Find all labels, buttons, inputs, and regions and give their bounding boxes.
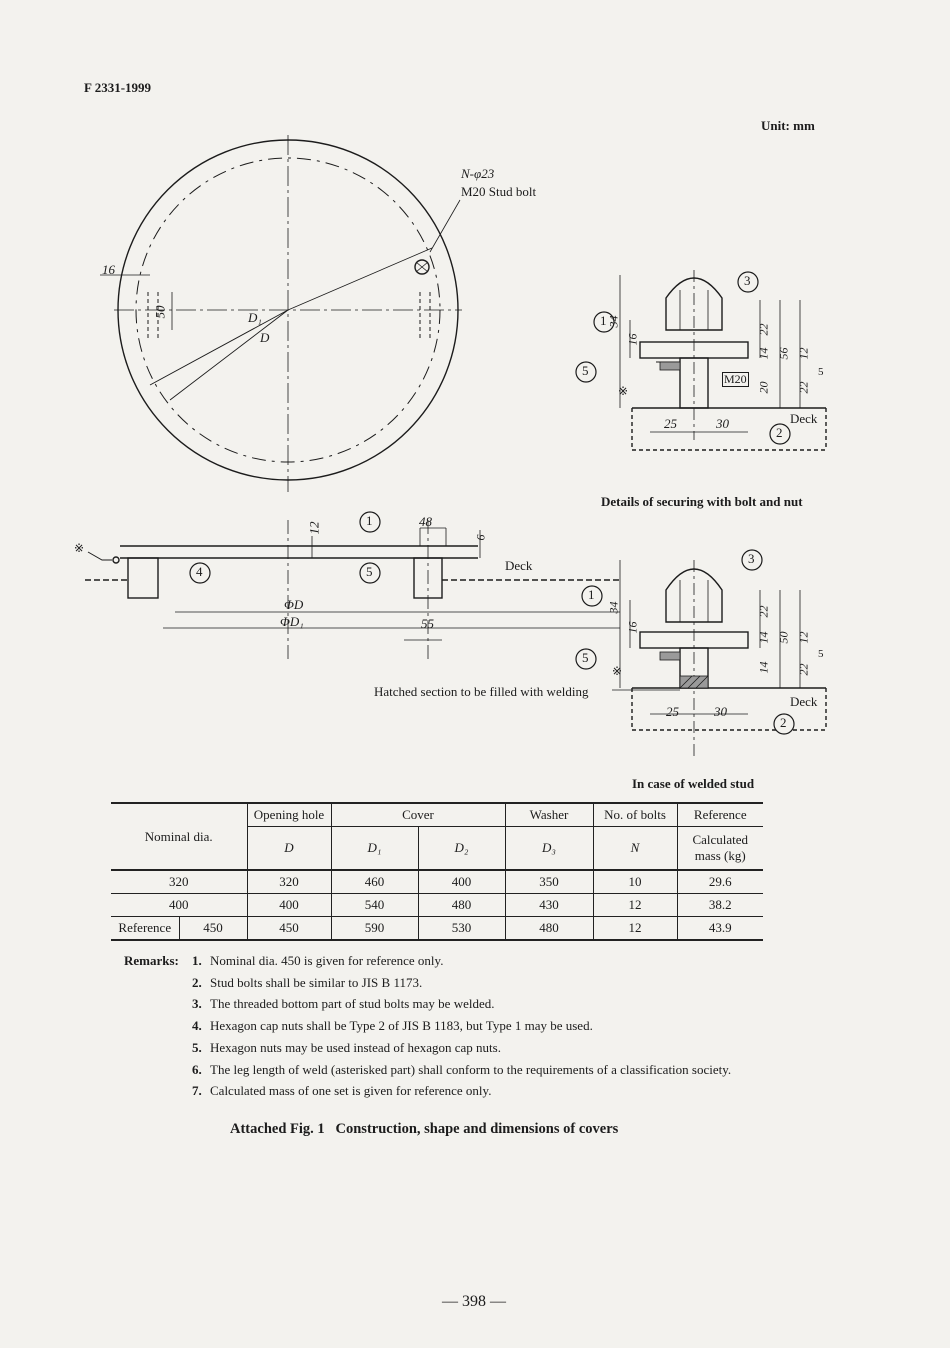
table-row: 320 320 460 400 350 10 29.6: [111, 870, 763, 894]
weld-mark-bolt: ※: [618, 384, 629, 398]
dimensions-table: [111, 802, 763, 941]
thread-label: M20: [724, 372, 747, 386]
d-label: D: [260, 330, 270, 345]
header-reference: Reference: [677, 803, 763, 827]
weld-detail-caption: In case of welded stud: [632, 776, 755, 791]
header-mass: Calculated mass (kg): [677, 827, 763, 871]
holes-label: N-φ23: [461, 166, 495, 181]
balloon-2-lower: 2: [780, 715, 787, 730]
remark-item: 7. Calculated mass of one set is given for reference only.: [192, 1083, 492, 1099]
remark-item: 4. Hexagon cap nuts shall be Type 2 of JIS B 1183, but Type 1 may be used.: [192, 1018, 593, 1034]
header-washer: Washer: [505, 803, 593, 827]
table-row: 400 400 540 480 430 12 38.2: [111, 894, 763, 917]
balloon-2-upper: 2: [776, 425, 783, 440]
side-dim-48: 48: [419, 514, 432, 529]
side-dim-55: 55: [421, 616, 434, 631]
bolt-dim-12: 12: [796, 347, 811, 360]
bolt-dim-22a: 22: [756, 323, 771, 336]
phi-d-label: ΦD: [284, 597, 304, 612]
weld-mark-weld: ※: [612, 664, 623, 678]
header-nominal: Nominal dia.: [111, 803, 247, 870]
header-cover: Cover: [331, 803, 505, 827]
weld-dim-34: 34: [606, 601, 621, 614]
weld-deck-label: Deck: [790, 694, 818, 709]
weld-dim-25: 25: [666, 704, 679, 719]
bolt-detail-caption: Details of securing with bolt and nut: [601, 494, 803, 509]
remark-item: 3. The threaded bottom part of stud bolts may be welded.: [192, 996, 495, 1012]
weld-dim-50: 50: [776, 631, 791, 644]
balloon-3-upper: 3: [744, 273, 751, 288]
d1-label: D₁: [248, 310, 262, 325]
header-bolts: No. of bolts: [593, 803, 677, 827]
weld-dim-16: 16: [625, 621, 640, 634]
unit-label: Unit: mm: [761, 118, 815, 133]
hatch-note: Hatched section to be filled with welding: [374, 684, 589, 699]
header-D3: D₃: [505, 827, 593, 871]
side-deck-label: Deck: [505, 558, 533, 573]
remark-item: 6. The leg length of weld (asterisked part) shall conform to the requirements of a classification society.: [192, 1061, 732, 1077]
weld-dim-5: 5: [818, 648, 824, 660]
header-D2: D₂: [418, 827, 505, 871]
dim-50: 50: [152, 305, 168, 319]
remark-item: 1. Nominal dia. 450 is given for reference only.: [192, 953, 444, 968]
table-row-reference: Reference 450 450 590 530 480 12 43.9: [111, 917, 763, 941]
bolt-dim-5: 5: [818, 366, 824, 378]
weld-dim-14b: 14: [756, 661, 771, 674]
balloon-5-upper: 5: [582, 363, 589, 378]
bolt-dim-16: 16: [625, 333, 640, 346]
balloon-1-upper: 1: [600, 313, 607, 328]
balloon-3-lower: 3: [748, 551, 755, 566]
weld-dim-22a: 22: [756, 605, 771, 618]
bolt-dim-20: 20: [756, 381, 771, 394]
remark-item: 2. Stud bolts shall be similar to JIS B 1173.: [192, 974, 423, 990]
page-number: — 398 —: [442, 1293, 506, 1310]
bolt-dim-30: 30: [716, 416, 729, 431]
standard-code: F 2331-1999: [84, 80, 152, 95]
weld-dim-12: 12: [796, 631, 811, 644]
weld-mark-side: ※: [74, 541, 85, 555]
balloon-5-lower: 5: [582, 650, 589, 665]
dim-16: 16: [102, 262, 115, 277]
bolt-dim-56: 56: [776, 347, 791, 360]
bolt-deck-label: Deck: [790, 411, 818, 426]
header-N: N: [593, 827, 677, 871]
bolt-dim-25: 25: [664, 416, 677, 431]
weld-dim-30: 30: [714, 704, 727, 719]
header-D1: D₁: [331, 827, 418, 871]
bolt-dim-22b: 22: [796, 381, 811, 394]
balloon-4-side: 4: [196, 564, 203, 579]
header-opening: Opening hole: [247, 803, 331, 827]
remarks-label: Remarks:: [124, 953, 179, 968]
balloon-1-lower: 1: [588, 587, 595, 602]
balloon-5-side: 5: [366, 564, 373, 579]
stud-label: M20 Stud bolt: [461, 184, 537, 199]
figure-caption: Attached Fig. 1 Construction, shape and dimensions of covers: [230, 1121, 619, 1137]
side-dim-6: 6: [473, 534, 488, 541]
remark-item: 5. Hexagon nuts may be used instead of hexagon cap nuts.: [192, 1039, 501, 1055]
header-D: D: [247, 827, 331, 871]
weld-dim-22b: 22: [796, 663, 811, 676]
weld-dim-14a: 14: [756, 631, 771, 644]
bolt-dim-14: 14: [756, 347, 771, 360]
balloon-1-side: 1: [366, 513, 373, 528]
phi-d1-label: ΦD₁: [280, 614, 304, 629]
bolt-dim-34: 34: [606, 315, 621, 328]
side-dim-12: 12: [306, 521, 322, 535]
